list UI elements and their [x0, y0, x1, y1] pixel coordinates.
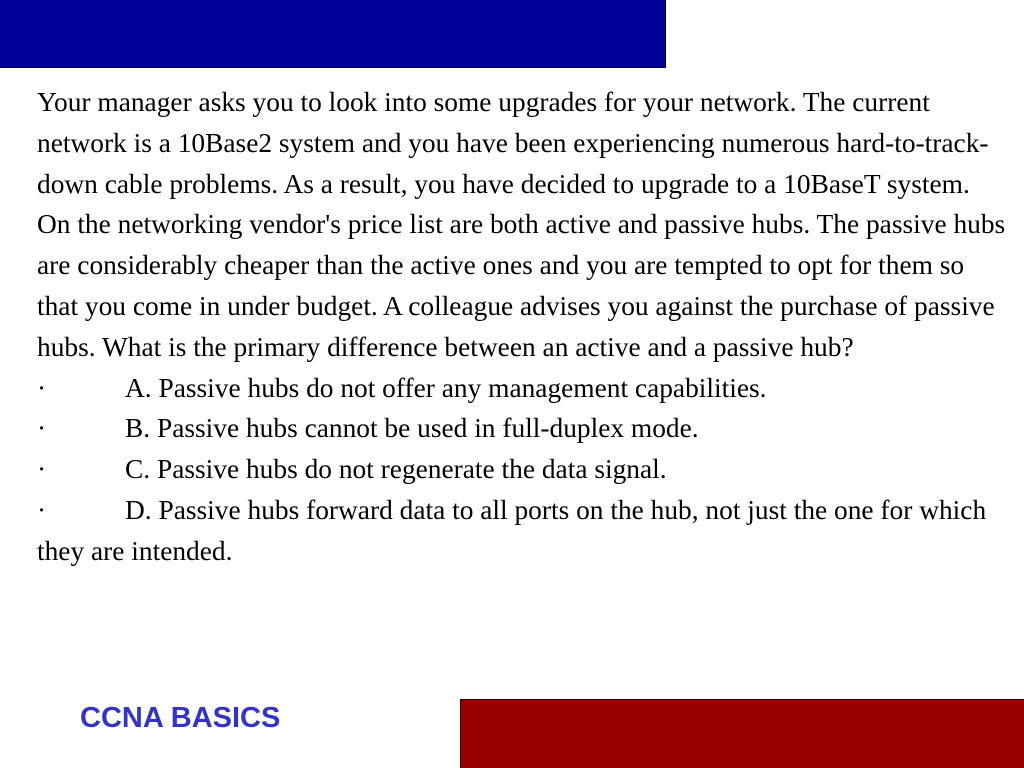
option-a: [37, 368, 1009, 409]
footer-bar: [460, 699, 1024, 768]
footer-label: CCNA BASICS: [80, 702, 281, 734]
header-bar: [0, 0, 666, 68]
option-d: [37, 490, 1009, 572]
option-text: A. Passive hubs do not offer any management capabilities.: [125, 372, 767, 403]
question-text: Your manager asks you to look into some upgrades for your network. The current network is a 10Base2 system and you have been experiencing numerous hard-to-track-down cable problems. As a result, you have decided to upgrade to a 10BaseT system. On the networking vendor's price list are both active and passive hubs. The passive hubs are considerably cheaper than the active ones and you are tempted to opt for them so that you come in under budget. A colleague advises you against the purchase of passive hubs. What is the primary difference between an active and a passive hub?: [37, 87, 1006, 362]
bullet-icon: ·: [37, 372, 47, 403]
bullet-icon: ·: [37, 454, 47, 485]
option-text: D. Passive hubs forward data to all ports on the hub, not just the one for which they are intended.: [37, 494, 987, 566]
option-text: C. Passive hubs do not regenerate the data signal.: [125, 454, 667, 485]
option-text: B. Passive hubs cannot be used in full-duplex mode.: [125, 413, 699, 444]
option-b: [37, 408, 1009, 449]
question-block: [37, 82, 1009, 572]
bullet-icon: ·: [37, 494, 47, 525]
bullet-icon: ·: [37, 413, 47, 444]
option-c: [37, 449, 1009, 490]
